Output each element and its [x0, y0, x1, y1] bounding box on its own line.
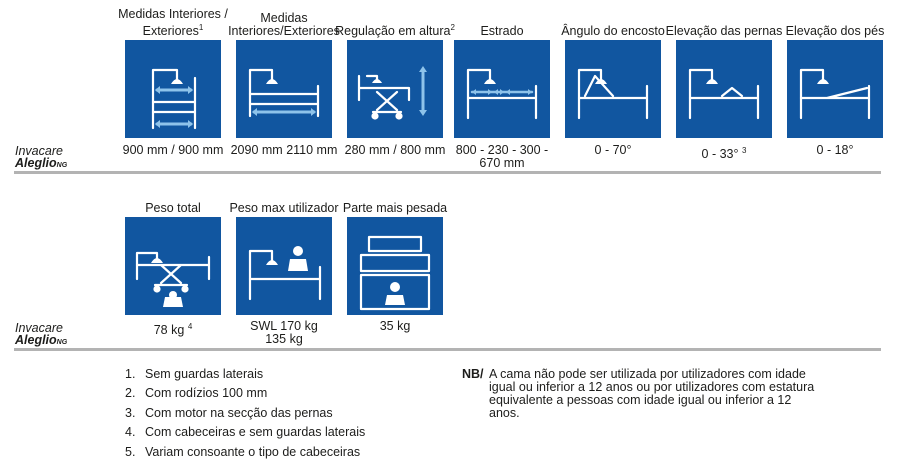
spec-value: [337, 144, 453, 157]
spec-label-text: Medidas Interiores / Exteriores: [118, 6, 228, 38]
spec-value-footnote: 3: [742, 146, 747, 155]
heaviest-part-icon: [347, 217, 443, 315]
spec-value: [115, 144, 231, 157]
product-maker: Invacare: [15, 144, 63, 158]
spec-label-footnote: 2: [450, 22, 455, 32]
footnote-item: [125, 425, 365, 444]
footnote-number: 1.: [125, 367, 136, 381]
spec-value-text: 2090 mm 2110 mm: [230, 143, 338, 157]
footnote-number: 5.: [125, 444, 136, 459]
spec-value-text: 35 kg: [379, 319, 411, 333]
footnote-number: 4.: [125, 425, 136, 440]
spec-value-text: 800 - 230 - 300 - 670 mm: [455, 143, 549, 170]
mattress-base-icon: [454, 40, 550, 138]
spec-label-text: Parte mais pesada: [342, 201, 448, 215]
bed-dimensions-icon: [125, 40, 221, 138]
spec-value: [115, 320, 231, 337]
footnote-item: [125, 445, 365, 464]
footnote-list: [125, 367, 365, 464]
spec-label-text: Regulação em altura: [335, 24, 451, 38]
spec-label-text: Medidas Interiores/Exteriores: [228, 11, 340, 38]
footnote-text: Com motor na secção das pernas: [145, 405, 333, 420]
spec-label: [222, 12, 346, 38]
product-model-suffix: NG: [56, 162, 68, 169]
spec-label-text: Peso max utilizador: [229, 201, 339, 215]
spec-label-text: Ângulo do encosto: [561, 24, 665, 38]
spec-value-text: 280 mm / 800 mm: [344, 143, 446, 157]
spec-label: [551, 12, 675, 38]
spec-value-text: 78 kg: [153, 323, 185, 338]
spec-label-text: Elevação das pernas: [665, 24, 783, 38]
spec-label: [222, 189, 346, 215]
nb-text: A cama não pode ser utilizada por utilizadores com idade igual ou inferior a 12 anos ou por utilizadores com estatura equivalente a pessoas com idade igual ou inferior a 12 anos.: [489, 367, 815, 420]
footnote-number: 3.: [125, 405, 136, 420]
footnote-text: Com rodízios 100 mm: [145, 386, 268, 401]
nb-tag: NB/: [462, 367, 484, 381]
spec-value: [226, 144, 342, 157]
spec-value: [666, 144, 782, 161]
section-divider: [14, 348, 881, 351]
bed-length-icon: [236, 40, 332, 138]
spec-label: [773, 12, 897, 38]
footnote-number: 2.: [125, 386, 136, 401]
spec-value-text: 0 - 33°: [701, 147, 739, 162]
product-model-suffix: NG: [56, 339, 68, 346]
height-adjustment-icon: [347, 40, 443, 138]
foot-elevation-icon: [787, 40, 883, 138]
spec-value-text: SWL 170 kg: [250, 319, 318, 333]
spec-label: [333, 12, 457, 38]
leg-elevation-icon: [676, 40, 772, 138]
product-model: [15, 334, 67, 349]
footnote-text: Com cabeceiras e sem guardas laterais: [145, 425, 366, 440]
footnote-item: [125, 406, 365, 425]
section-divider: [14, 171, 881, 174]
spec-label-text: Elevação dos pés: [785, 24, 885, 38]
spec-value-text: 900 mm / 900 mm: [122, 143, 224, 157]
nb-note: [462, 368, 822, 420]
footnote-item: [125, 386, 365, 405]
spec-label: [662, 12, 786, 38]
spec-value-footnote: 4: [187, 322, 193, 331]
spec-value: [337, 320, 453, 333]
spec-label: [111, 189, 235, 215]
product-model: [15, 157, 67, 172]
spec-value: [226, 320, 342, 346]
spec-label: [111, 6, 235, 38]
footnote-text: Sem guardas laterais: [145, 367, 264, 381]
spec-value-text: 0 - 18°: [816, 143, 854, 157]
product-name: [15, 145, 67, 172]
spec-label-text: Peso total: [145, 201, 201, 215]
spec-value: [777, 144, 893, 157]
product-model-text: Aleglio: [15, 333, 57, 347]
footnote-item: [125, 367, 365, 386]
backrest-angle-icon: [565, 40, 661, 138]
total-weight-icon: [125, 217, 221, 315]
spec-value: [444, 144, 560, 170]
spec-value-text: 0 - 70°: [594, 143, 632, 157]
max-user-weight-icon: [236, 217, 332, 315]
footnote-text: Variam consoante o tipo de cabeceiras: [145, 444, 361, 459]
spec-value: [555, 144, 671, 157]
product-name: [15, 322, 67, 349]
spec-value-text-2: 135 kg: [265, 332, 303, 346]
product-model-text: Aleglio: [15, 156, 57, 170]
spec-label: [440, 12, 564, 38]
spec-label-text: Estrado: [480, 24, 524, 38]
spec-label-footnote: 1: [198, 22, 204, 32]
product-maker: Invacare: [15, 321, 63, 335]
spec-label: [333, 189, 457, 215]
